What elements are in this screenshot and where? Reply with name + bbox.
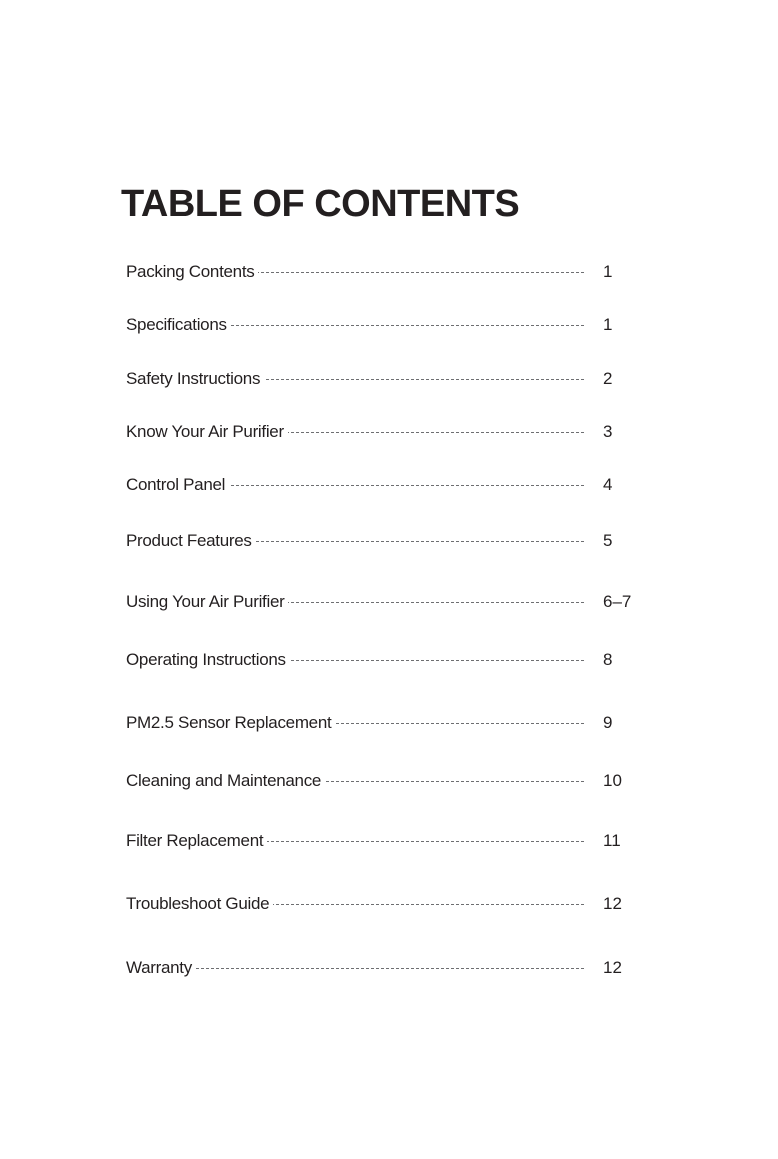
toc-entry-label: Packing Contents	[126, 260, 258, 284]
toc-entry-label: Specifications	[126, 313, 231, 337]
toc-entry-using-your-air-purifier[interactable]	[126, 590, 646, 614]
toc-entry-page-number: 10	[603, 771, 622, 790]
toc-entry-page-number: 5	[603, 531, 613, 550]
toc-entry-page-number: 11	[603, 831, 621, 850]
toc-entry-cleaning-and-maintenance[interactable]	[126, 769, 646, 793]
toc-entry-page-number: 12	[603, 894, 622, 913]
toc-entry-page-number: 8	[603, 650, 613, 669]
toc-entry-page-number: 12	[603, 958, 622, 977]
toc-entry-label: Operating Instructions	[126, 648, 290, 672]
toc-entry-control-panel[interactable]	[126, 473, 646, 497]
toc-entry-safety-instructions[interactable]	[126, 367, 646, 391]
toc-entry-troubleshoot-guide[interactable]	[126, 892, 646, 916]
toc-entry-warranty[interactable]	[126, 956, 646, 980]
toc-entry-label: PM2.5 Sensor Replacement	[126, 711, 335, 735]
toc-entry-page-number: 6–7	[603, 592, 632, 611]
toc-entry-label: Using Your Air Purifier	[126, 590, 288, 614]
toc-entry-page-number: 3	[603, 422, 613, 441]
toc-entry-label: Cleaning and Maintenance	[126, 769, 325, 793]
toc-entry-label: Product Features	[126, 529, 256, 553]
toc-entry-pm25-sensor-replacement[interactable]	[126, 711, 646, 735]
toc-entry-operating-instructions[interactable]	[126, 648, 646, 672]
toc-entry-label: Filter Replacement	[126, 829, 267, 853]
toc-entry-specifications[interactable]	[126, 313, 646, 337]
toc-entry-know-your-air-purifier[interactable]	[126, 420, 646, 444]
toc-entry-page-number: 9	[603, 713, 613, 732]
toc-entry-label: Troubleshoot Guide	[126, 892, 273, 916]
toc-entry-label: Safety Instructions	[126, 367, 264, 391]
toc-entry-label: Warranty	[126, 956, 196, 980]
toc-entry-page-number: 2	[603, 369, 613, 388]
toc-entry-page-number: 1	[603, 315, 613, 334]
toc-entry-page-number: 4	[603, 475, 613, 494]
toc-entry-filter-replacement[interactable]	[126, 829, 646, 853]
toc-entry-label: Know Your Air Purifier	[126, 420, 288, 444]
toc-entry-label: Control Panel	[126, 473, 229, 497]
toc-entry-product-features[interactable]	[126, 529, 646, 553]
toc-entry-packing-contents[interactable]	[126, 260, 646, 284]
toc-entry-page-number: 1	[603, 262, 613, 281]
page-title: TABLE OF CONTENTS	[121, 183, 520, 225]
